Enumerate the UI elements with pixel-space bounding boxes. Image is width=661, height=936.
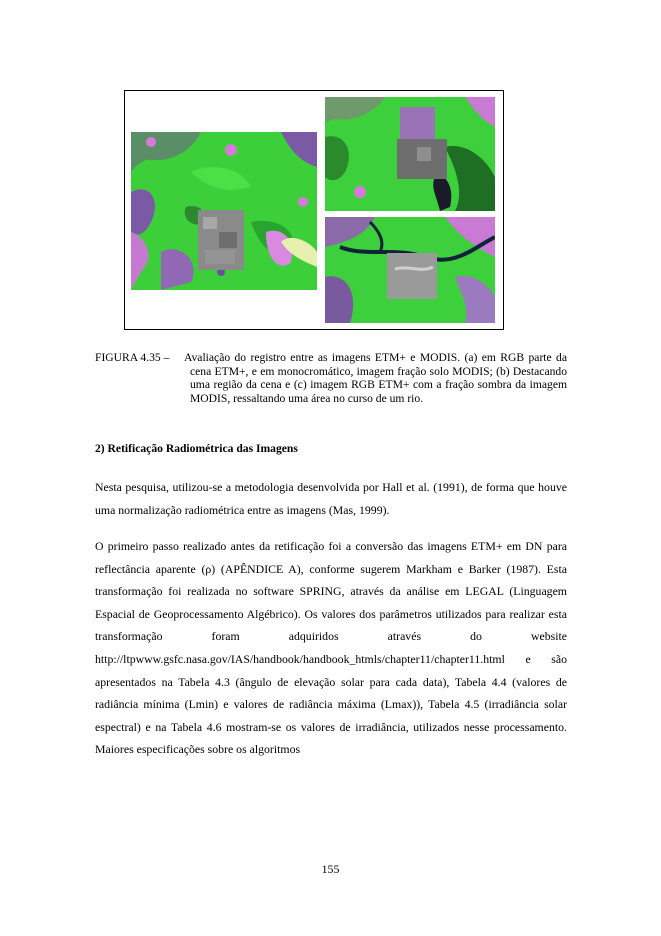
body-paragraph: O primeiro passo realizado antes da retificação foi a conversão das imagens ETM+ em DN para reflectância aparente (ρ) (APÊNDICE A), conforme sugerem Markham e Barker (1987). Esta transformação foi realizada no software SPRING, através da análise em LEGAL (Linguagem Espacial de Geoprocessamento Algébrico). Os valores dos parâmetros utilizados para realizar esta transformação foram adquiridos através do website http://ltpwww.gsfc.nasa.gov/IAS/handbook/handbook_htmls/chapter11/chapter11.html e são apresentados na Tabela 4.3 (ângulo de elevação solar para cada data), Tabela 4.4 (valores de radiância mínima (Lmin) e valores de radiância máxima (Lmax)), Tabela 4.5 (irradiância solar espectral) e na Tabela 4.6 mostram-se os valores de irradiância, utilizados nesse processamento. Maiores especificações sobre os algoritmos [95,539,567,757]
figure-panel-a-image [131,132,317,290]
figure-caption-label: FIGURA 4.35 – [95,351,170,364]
page-number: 155 [321,862,340,876]
figure-panel-b-image [325,97,495,211]
figure-caption-text: Avaliação do registro entre as imagens ETM+ e MODIS. (a) em RGB parte da cena ETM+, e em monocromático, imagem fração solo MODIS; (b) Destacando uma região da cena e (c) imagem RGB ETM+ com a fração sombra da imagem MODIS, ressaltando uma área no curso de um rio. [184,351,567,405]
figure-panel-c-image [325,217,495,323]
figure-caption [95,351,567,405]
body-paragraph: Nesta pesquisa, utilizou-se a metodologia desenvolvida por Hall et al. (1991), de forma que houve uma normalização radiométrica entre as imagens (Mas, 1999). [95,480,567,517]
section-heading: 2) Retificação Radiométrica das Imagens [95,442,298,455]
